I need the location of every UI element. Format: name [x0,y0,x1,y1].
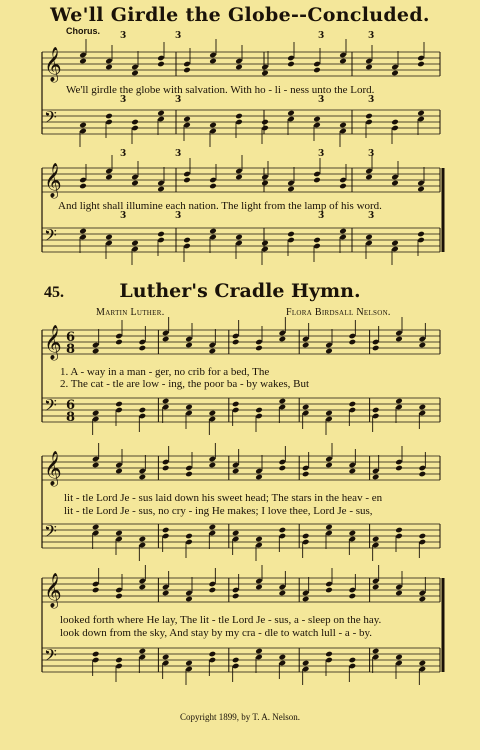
note-head [279,590,287,597]
note-head [115,530,123,537]
note-head [365,234,373,241]
page-title: We'll Girdle the Globe--Concluded. [50,4,430,26]
note-head [209,122,217,129]
note-head [255,345,263,352]
note-head [92,524,100,531]
triplet-mark: 3 [175,31,182,41]
note-head [279,398,287,405]
hymn-verse2-line3: look down from the sky, And stay by my cra - dle to watch lull - a - by. [60,627,373,639]
note-head [302,660,310,667]
triplet-mark: 3 [318,31,325,41]
note-head [183,237,191,244]
note-head [92,462,100,469]
note-head [232,468,240,475]
note-head [115,468,123,475]
note-head [287,186,295,193]
note-head [365,174,373,181]
triplet-mark: 3 [175,95,182,105]
note-head [419,342,427,349]
note-head [261,240,269,247]
time-signature-top: 6 [66,398,76,413]
triplet-mark: 3 [120,31,127,41]
note-head [417,61,425,68]
note-head [313,177,321,184]
note-head [209,58,217,65]
note-head [372,584,380,591]
note-head [92,587,100,594]
note-head [183,177,191,184]
time-signature-bottom: 8 [66,410,76,425]
triplet-mark: 3 [368,211,375,221]
note-head [105,113,113,120]
note-head [349,593,357,600]
note-head [209,462,217,469]
note-head [419,596,427,603]
note-head [302,596,310,603]
note-head [157,61,165,68]
note-head [339,183,347,190]
note-head [115,657,123,664]
hymn-title: Luther's Cradle Hymn. [119,280,361,302]
note-head [139,407,147,414]
note-head [92,348,100,355]
note-head [255,648,263,655]
lyric-line-1: We'll girdle the globe with salvation. With ho - li - ness unto the Lord. [66,84,375,96]
note-head [391,119,399,126]
note-head [162,527,170,534]
triplet-mark: 3 [368,95,375,105]
note-head [261,180,269,187]
triplet-mark: 3 [368,149,375,159]
hymn-verse1-line3: looked forth where He lay, The lit - tle Lord Je - sus, a - sleep on the hay. [60,614,382,626]
note-head [395,590,403,597]
triplet-mark: 3 [120,211,127,221]
note-head [185,342,193,349]
note-head [395,336,403,343]
note-head [419,471,427,478]
note-head [339,228,347,235]
note-head [232,657,240,664]
note-head [131,119,139,126]
note-head [131,180,139,187]
note-head [313,67,321,74]
note-head [417,110,425,117]
hymn-verse1-line1: 1. A - way in a man - ger, no crib for a bed, The [60,366,270,378]
note-head [255,474,263,481]
bass-clef-icon: 𝄢 [44,395,57,419]
note-head [419,660,427,667]
note-head [105,234,113,241]
note-head [255,407,263,414]
note-head [417,231,425,238]
triplet-mark: 3 [175,149,182,159]
note-head [419,533,427,540]
note-head [279,465,287,472]
note-head [79,183,87,190]
note-head [325,348,333,355]
note-head [325,587,333,594]
note-head [162,654,170,661]
note-head [185,533,193,540]
note-head [339,122,347,129]
note-head [287,231,295,238]
note-head [302,342,310,349]
note-head [79,58,87,65]
triplet-mark: 3 [318,211,325,221]
note-head [131,240,139,247]
triplet-mark: 3 [120,149,127,159]
note-head [139,345,147,352]
note-head [209,651,217,658]
note-head [235,64,243,71]
triplet-mark: 3 [175,211,182,221]
note-head [395,527,403,534]
note-head [157,186,165,193]
note-head [395,654,403,661]
hymn-number: 45. [44,284,64,301]
note-head [287,61,295,68]
treble-clef-icon: 𝄞 [44,163,62,198]
note-head [279,336,287,343]
note-head [279,527,287,534]
note-head [313,237,321,244]
lyricist-credit: Martin Luther. [96,307,165,318]
note-head [185,404,193,411]
note-head [235,234,243,241]
note-head [302,404,310,411]
note-head [391,240,399,247]
note-head [232,593,240,600]
note-head [162,398,170,405]
bass-clef-icon: 𝄢 [44,225,57,249]
note-head [419,404,427,411]
note-head [209,348,217,355]
note-head [287,110,295,117]
note-head [372,536,380,543]
note-head [395,398,403,405]
note-head [349,468,357,475]
note-head [105,174,113,181]
note-head [232,530,240,537]
note-head [349,530,357,537]
note-head [372,474,380,481]
note-head [92,651,100,658]
note-head [232,401,240,408]
treble-clef-icon: 𝄞 [44,573,62,608]
treble-clef-icon: 𝄞 [44,451,62,486]
note-head [162,465,170,472]
triplet-mark: 3 [318,95,325,105]
bass-clef-icon: 𝄢 [44,521,57,545]
note-head [162,336,170,343]
chorus-label: Chorus. [66,26,101,36]
note-head [261,70,269,77]
note-head [139,648,147,655]
note-head [365,113,373,120]
note-head [395,465,403,472]
note-head [79,122,87,129]
note-head [391,180,399,187]
note-head [372,345,380,352]
note-head [183,67,191,74]
bass-clef-icon: 𝄢 [44,107,57,131]
note-head [115,339,123,346]
note-head [417,186,425,193]
hymn-verse2-line2: lit - tle Lord Je - sus, no cry - ing He makes; I love thee, Lord Je - sus, [64,505,373,517]
note-head [115,401,123,408]
note-head [349,657,357,664]
note-head [232,339,240,346]
note-head [209,410,217,417]
note-head [325,524,333,531]
note-head [157,110,165,117]
triplet-mark: 3 [120,95,127,105]
note-head [325,462,333,469]
note-head [209,183,217,190]
note-head [325,410,333,417]
note-head [183,116,191,123]
note-head [255,536,263,543]
treble-clef-icon: 𝄞 [44,325,62,360]
note-head [139,474,147,481]
note-head [302,471,310,478]
note-head [131,70,139,77]
note-head [235,113,243,120]
note-head [209,524,217,531]
hymn-verse2-line1: 2. The cat - tle are low - ing, the poor ba - by wakes, But [60,378,310,390]
lyric-line-2: And light shall illumine each nation. The light from the lamp of his word. [58,200,382,212]
note-head [185,596,193,603]
note-head [372,407,380,414]
note-head [349,401,357,408]
note-head [79,228,87,235]
note-head [209,587,217,594]
note-head [115,593,123,600]
time-signature-bottom: 8 [66,342,76,357]
note-head [349,339,357,346]
note-head [255,584,263,591]
time-signature-top: 6 [66,330,76,345]
note-head [325,651,333,658]
copyright-notice: Copyright 1899, by T. A. Nelson. [180,712,300,722]
note-head [139,584,147,591]
triplet-mark: 3 [368,31,375,41]
composer-credit: Flora Birdsall Nelson. [286,307,391,318]
note-head [279,654,287,661]
note-head [162,590,170,597]
note-head [139,536,147,543]
treble-clef-icon: 𝄞 [44,47,62,82]
note-head [391,70,399,77]
note-head [209,228,217,235]
bass-clef-icon: 𝄢 [44,645,57,669]
note-head [339,58,347,65]
note-head [313,116,321,123]
note-head [157,231,165,238]
note-head [302,533,310,540]
note-head [185,471,193,478]
note-head [185,660,193,667]
note-head [92,410,100,417]
note-head [235,174,243,181]
note-head [105,64,113,71]
hymn-verse1-line2: lit - tle Lord Je - sus laid down his sweet head; The stars in the heav - en [64,492,383,504]
note-head [372,648,380,655]
note-head [365,64,373,71]
note-head [261,119,269,126]
triplet-mark: 3 [318,149,325,159]
